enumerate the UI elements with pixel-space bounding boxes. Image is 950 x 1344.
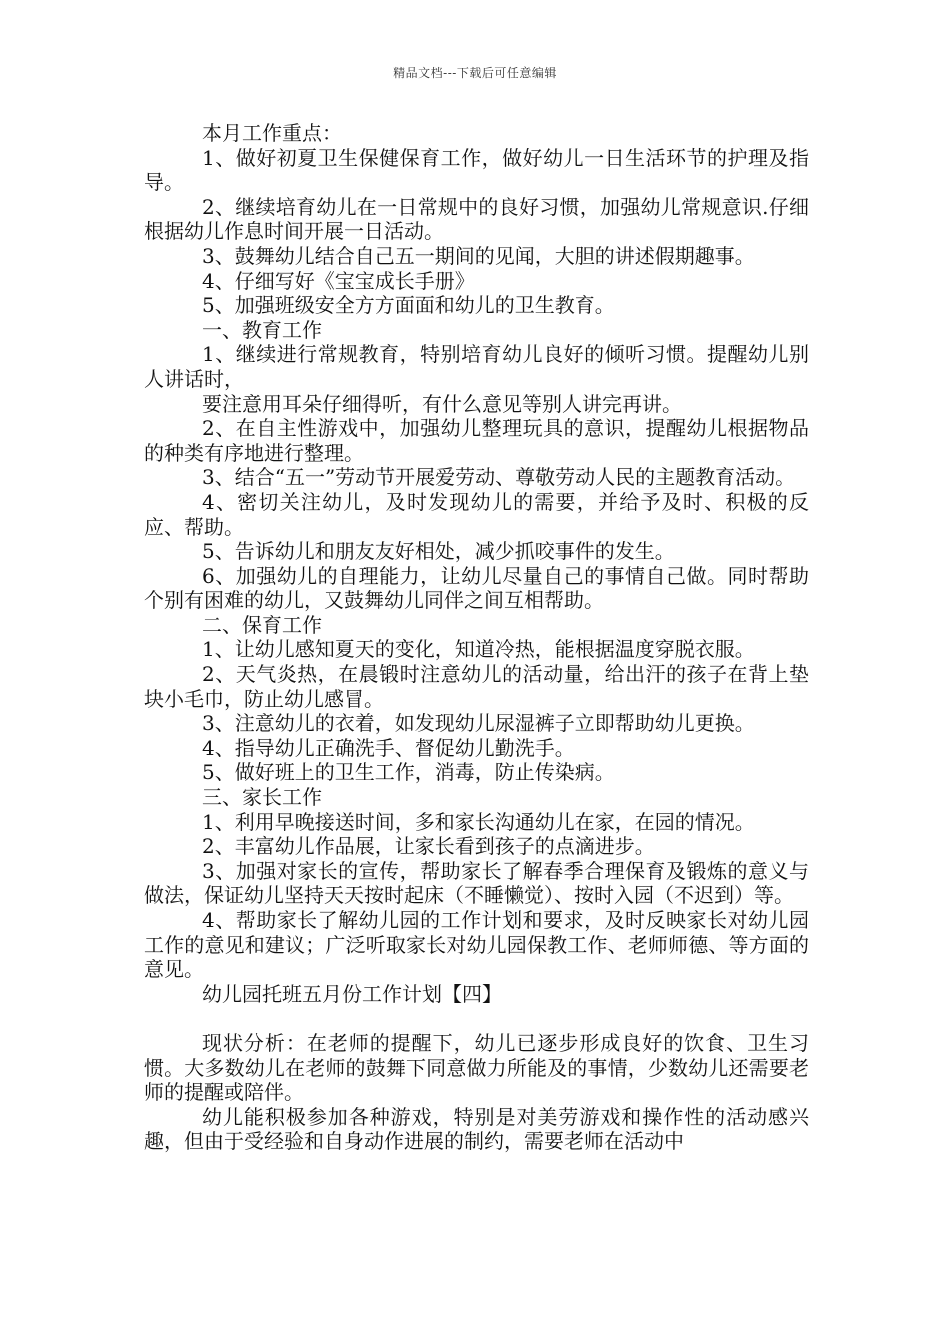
paragraph: 1、继续进行常规教育，特别培育幼儿良好的倾听习惯。提醒幼儿别人讲话时， <box>144 342 809 391</box>
paragraph: 3、注意幼儿的衣着，如发现幼儿尿湿裤子立即帮助幼儿更换。 <box>202 711 755 736</box>
paragraph: 4、帮助家长了解幼儿园的工作计划和要求，及时反映家长对幼儿园工作的意见和建议；广泛听取家长对幼儿园保教工作、老师师德、等方面的意见。 <box>144 908 809 982</box>
blank-line <box>144 1006 809 1031</box>
paragraph: 5、做好班上的卫生工作，消毒，防止传染病。 <box>202 760 615 785</box>
document-title: 幼儿园托班五月份工作计划【四】 <box>202 981 502 1006</box>
section-heading: 三、家长工作 <box>202 785 322 810</box>
paragraph: 2、继续培育幼儿在一日常规中的良好习惯，加强幼儿常规意识.仔细根据幼儿作息时间开展一日活动。 <box>144 194 809 244</box>
paragraph: 4、仔细写好《宝宝成长手册》 <box>202 268 475 293</box>
paragraph: 5、告诉幼儿和朋友友好相处，减少抓咬事件的发生。 <box>202 539 675 564</box>
paragraph: 幼儿能积极参加各种游戏，特别是对美劳游戏和操作性的活动感兴趣，但由于受经验和自身动作进展的制约，需要老师在活动中 <box>144 1104 809 1154</box>
section-heading: 一、教育工作 <box>202 317 322 342</box>
paragraph: 4、指导幼儿正确洗手、督促幼儿勤洗手。 <box>202 735 575 760</box>
paragraph: 3、鼓舞幼儿结合自己五一期间的见闻，大胆的讲述假期趣事。 <box>202 243 755 268</box>
paragraph: 5、加强班级安全方方面面和幼儿的卫生教育。 <box>202 293 615 318</box>
paragraph: 1、做好初夏卫生保健保育工作，做好幼儿一日生活环节的护理及指导。 <box>144 145 809 195</box>
page-header: 精品文档---下载后可任意编辑 <box>393 66 557 80</box>
paragraph: 4、密切关注幼儿，及时发现幼儿的需要，并给予及时、积极的反应、帮助。 <box>144 489 809 539</box>
paragraph: 6、加强幼儿的自理能力，让幼儿尽量自己的事情自己做。同时帮助个别有困难的幼儿，又鼓舞幼儿同伴之间互相帮助。 <box>144 563 809 613</box>
paragraph: 1、让幼儿感知夏天的变化，知道冷热，能根据温度穿脱衣服。 <box>202 637 755 662</box>
paragraph: 3、结合“五一”劳动节开展爱劳动、尊敬劳动人民的主题教育活动。 <box>202 465 796 490</box>
paragraph: 2、丰富幼儿作品展，让家长看到孩子的点滴进步。 <box>202 834 655 859</box>
paragraph: 1、利用早晚接送时间，多和家长沟通幼儿在家，在园的情况。 <box>202 809 755 834</box>
paragraph: 3、加强对家长的宣传，帮助家长了解春季合理保育及锻炼的意义与做法，保证幼儿坚持天天按时起床（不睡懒觉）、按时入园（不迟到）等。 <box>144 858 809 908</box>
document-body <box>144 121 809 1154</box>
paragraph: 2、天气炎热，在晨锻时注意幼儿的活动量，给出汗的孩子在背上垫块小毛巾，防止幼儿感冒。 <box>144 662 809 711</box>
paragraph: 本月工作重点： <box>202 121 342 145</box>
paragraph: 2、在自主性游戏中，加强幼儿整理玩具的意识，提醒幼儿根据物品的种类有序地进行整理。 <box>144 416 809 465</box>
paragraph: 现状分析：在老师的提醒下，幼儿已逐步形成良好的饮食、卫生习惯。大多数幼儿在老师的鼓舞下同意做力所能及的事情，少数幼儿还需要老师的提醒或陪伴。 <box>144 1030 809 1105</box>
section-heading: 二、保育工作 <box>202 612 322 637</box>
paragraph: 要注意用耳朵仔细得听，有什么意见等别人讲完再讲。 <box>202 391 682 416</box>
